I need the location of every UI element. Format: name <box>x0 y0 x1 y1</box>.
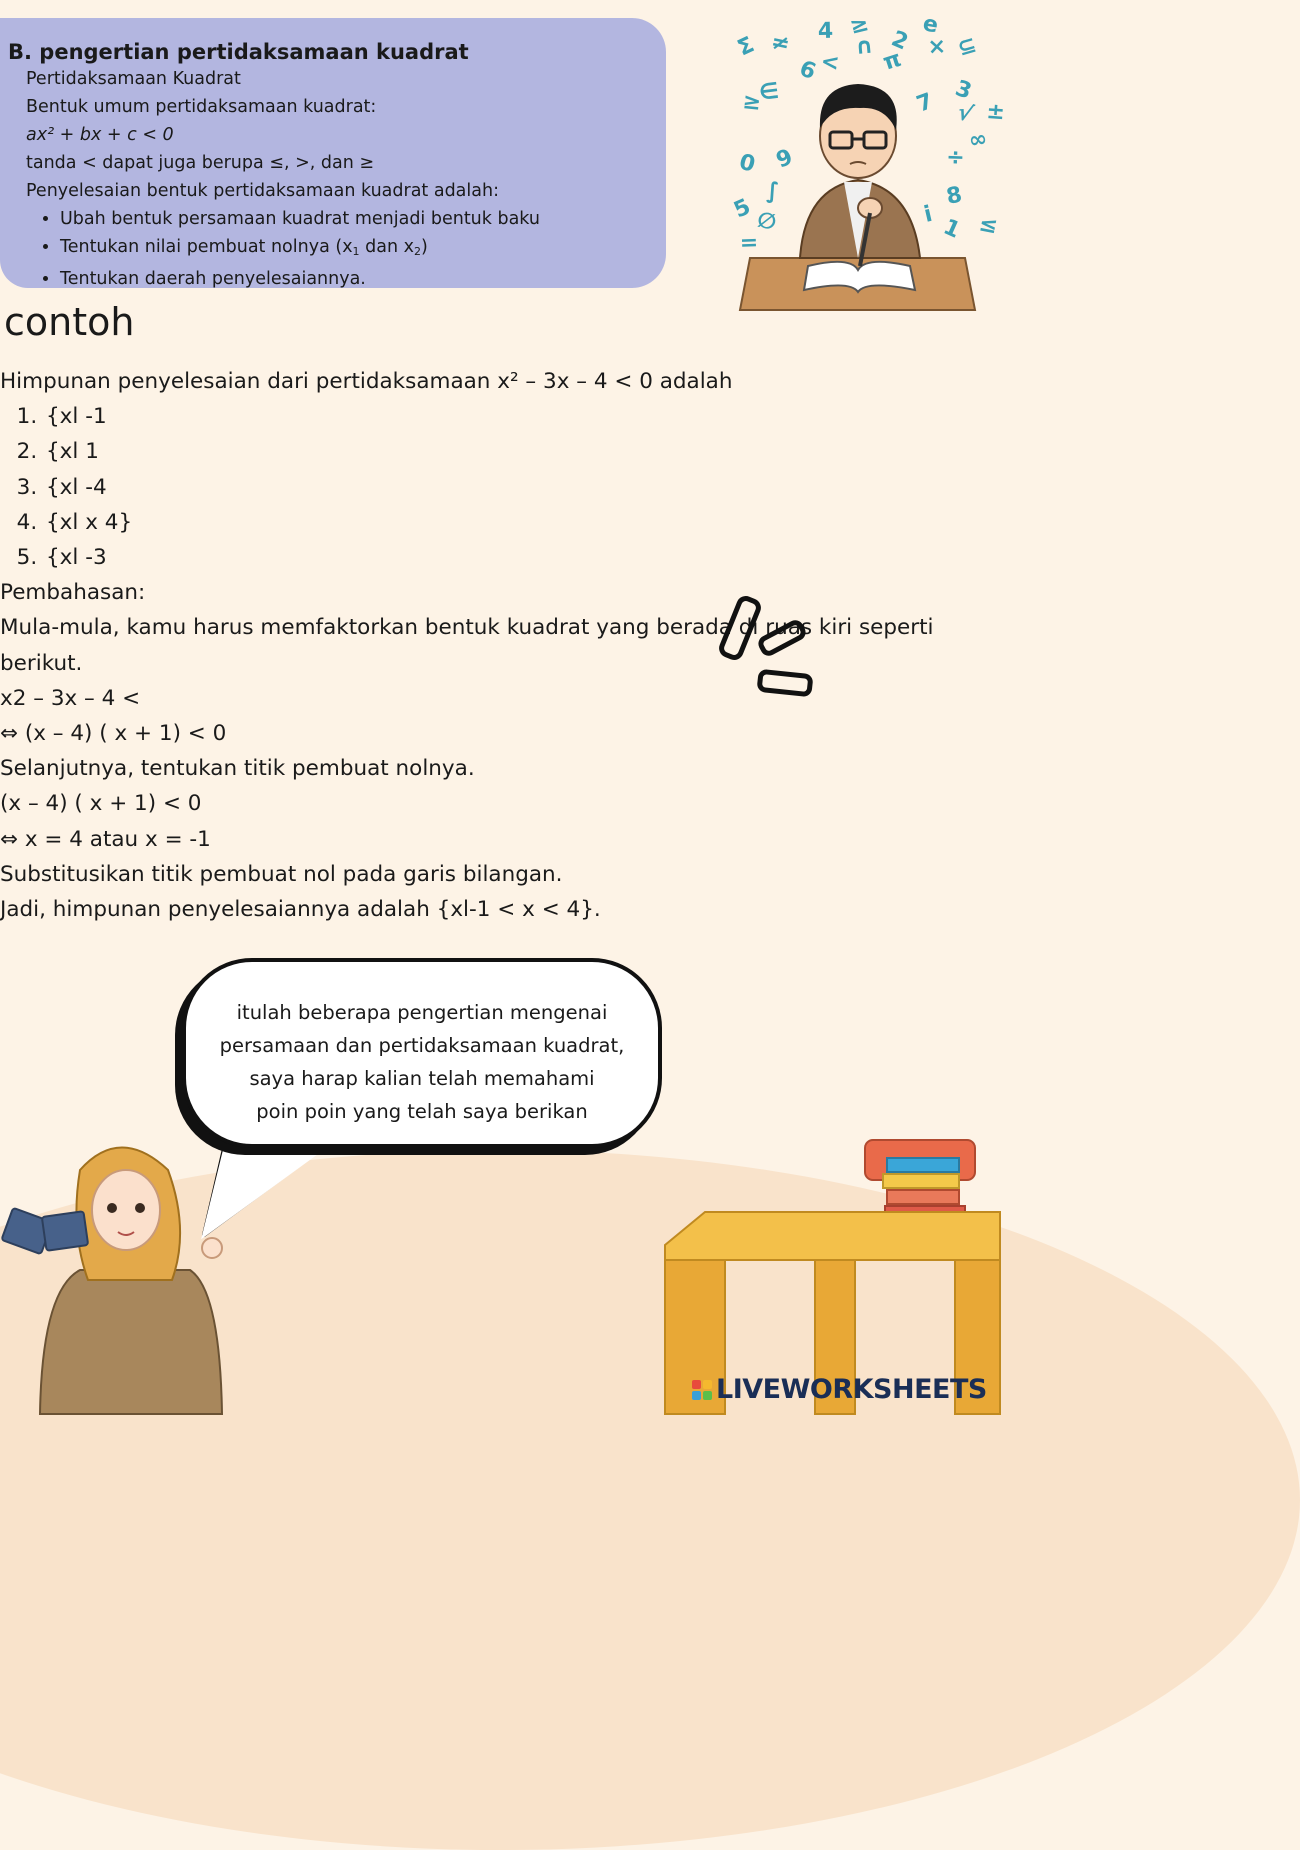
option-item[interactable]: 1. {xl -1 <box>44 399 1000 434</box>
math-symbol-icon: ∩ <box>854 33 875 60</box>
speech-line: poin poin yang telah saya berikan <box>256 1100 588 1123</box>
solution-paragraph: Mula-mula, kamu harus memfaktorkan bentuk kuadrat yang berada di ruas kiri seperti berikut. <box>0 615 934 676</box>
solution-paragraph: Substitusikan titik pembuat nol pada garis bilangan. <box>0 861 563 887</box>
math-symbol-icon: ≥ <box>847 11 872 40</box>
math-symbol-icon: ÷ <box>945 145 966 171</box>
math-symbol-icon: ∈ <box>757 78 781 106</box>
section-title: B. pengertian pertidaksamaan kuadrat <box>8 40 469 64</box>
math-symbol-icon: 6 <box>795 56 820 86</box>
solution-label: Pembahasan: <box>0 580 146 606</box>
exclamation-marks-icon <box>718 590 818 704</box>
equation-line: x2 – 3x – 4 < <box>0 685 141 711</box>
math-symbol-icon: 5 <box>730 194 755 224</box>
step-item: • Ubah bentuk persamaan kuadrat menjadi bentuk baku <box>60 210 666 229</box>
math-symbol-icon: ≤ <box>976 211 1000 240</box>
math-symbol-icon: = <box>739 230 759 256</box>
step-item: • Tentukan nilai pembuat nolnya ($x_1$ dan $x_2$) <box>60 238 666 261</box>
equation-line: ⇔ (x – 4) ( x + 1) < 0 <box>0 721 227 747</box>
step-item: • Tentukan daerah penyelesaiannya. <box>60 270 666 289</box>
example-content <box>0 364 1000 927</box>
math-symbol-icon: √ <box>954 99 976 129</box>
math-symbol-icon: 3 <box>952 76 975 105</box>
question-text: Himpunan penyelesaian dari pertidaksamaan x² – 3x – 4 < 0 adalah <box>0 369 733 394</box>
math-symbol-icon: < <box>819 49 841 77</box>
definition-line: Bentuk umum pertidaksamaan kuadrat: <box>26 97 377 117</box>
math-symbol-icon: ≠ <box>768 29 792 58</box>
logo-icon <box>692 1380 712 1400</box>
thinking-student-illustration <box>720 8 1006 318</box>
logo-text: LIVEWORKSHEETS <box>716 1374 987 1405</box>
math-symbol-icon: 0 <box>736 149 758 178</box>
math-symbol-icon: ∞ <box>967 126 990 154</box>
student-svg <box>720 8 1006 318</box>
definition-line: Penyelesaian bentuk pertidaksamaan kuadrat adalah: <box>26 181 499 201</box>
example-heading: contoh <box>4 300 135 344</box>
math-symbol-icon: 4 <box>817 18 834 44</box>
option-item[interactable]: 5. {xl -3 <box>44 540 1000 575</box>
definition-line: tanda < dapat juga berupa ≤, >, dan ≥ <box>26 153 375 173</box>
math-symbol-icon: Σ <box>733 32 759 62</box>
solution-paragraph: Selanjutnya, tentukan titik pembuat nolnya. <box>0 756 475 782</box>
math-symbol-icon: 2 <box>887 26 912 56</box>
definition-box <box>0 18 666 288</box>
speech-line: itulah beberapa pengertian mengenai <box>236 1001 608 1024</box>
math-symbol-icon: × <box>927 34 947 60</box>
math-symbol-icon: ± <box>985 99 1006 126</box>
option-item[interactable]: 4. {xl x 4} <box>44 505 1000 540</box>
math-symbol-icon: 7 <box>913 88 937 118</box>
math-symbol-icon: 9 <box>772 144 797 174</box>
liveworksheets-logo <box>692 1374 987 1405</box>
steps-list <box>8 210 666 289</box>
conclusion-text: Jadi, himpunan penyelesaiannya adalah {xl-1 < x < 4}. <box>0 897 601 923</box>
teacher-illustration <box>0 1130 240 1418</box>
math-symbol-icon: 8 <box>944 182 965 210</box>
definition-line: Pertidaksamaan Kuadrat <box>26 69 241 89</box>
speech-bubble <box>182 958 662 1148</box>
equation-line: ⇔ x = 4 atau x = -1 <box>0 826 211 852</box>
math-symbol-icon: 1 <box>939 214 964 244</box>
math-symbol-icon: ∫ <box>766 179 780 204</box>
general-formula: ax² + bx + c < 0 <box>26 125 174 145</box>
speech-line: saya harap kalian telah memahami <box>249 1067 595 1090</box>
option-item[interactable]: 3. {xl -4 <box>44 470 1000 505</box>
math-symbol-icon: ∅ <box>754 207 779 237</box>
answer-options <box>0 399 1000 575</box>
math-symbol-icon: ≥ <box>741 89 763 116</box>
math-symbol-icon: π <box>880 46 905 76</box>
math-symbol-icon: i <box>921 201 935 228</box>
option-item[interactable]: 2. {xl 1 <box>44 434 1000 469</box>
speech-line: persamaan dan pertidaksamaan kuadrat, <box>219 1034 625 1057</box>
math-symbol-icon: ⊆ <box>954 32 980 62</box>
equation-line: (x – 4) ( x + 1) < 0 <box>0 791 202 817</box>
math-symbol-icon: e <box>920 11 940 39</box>
